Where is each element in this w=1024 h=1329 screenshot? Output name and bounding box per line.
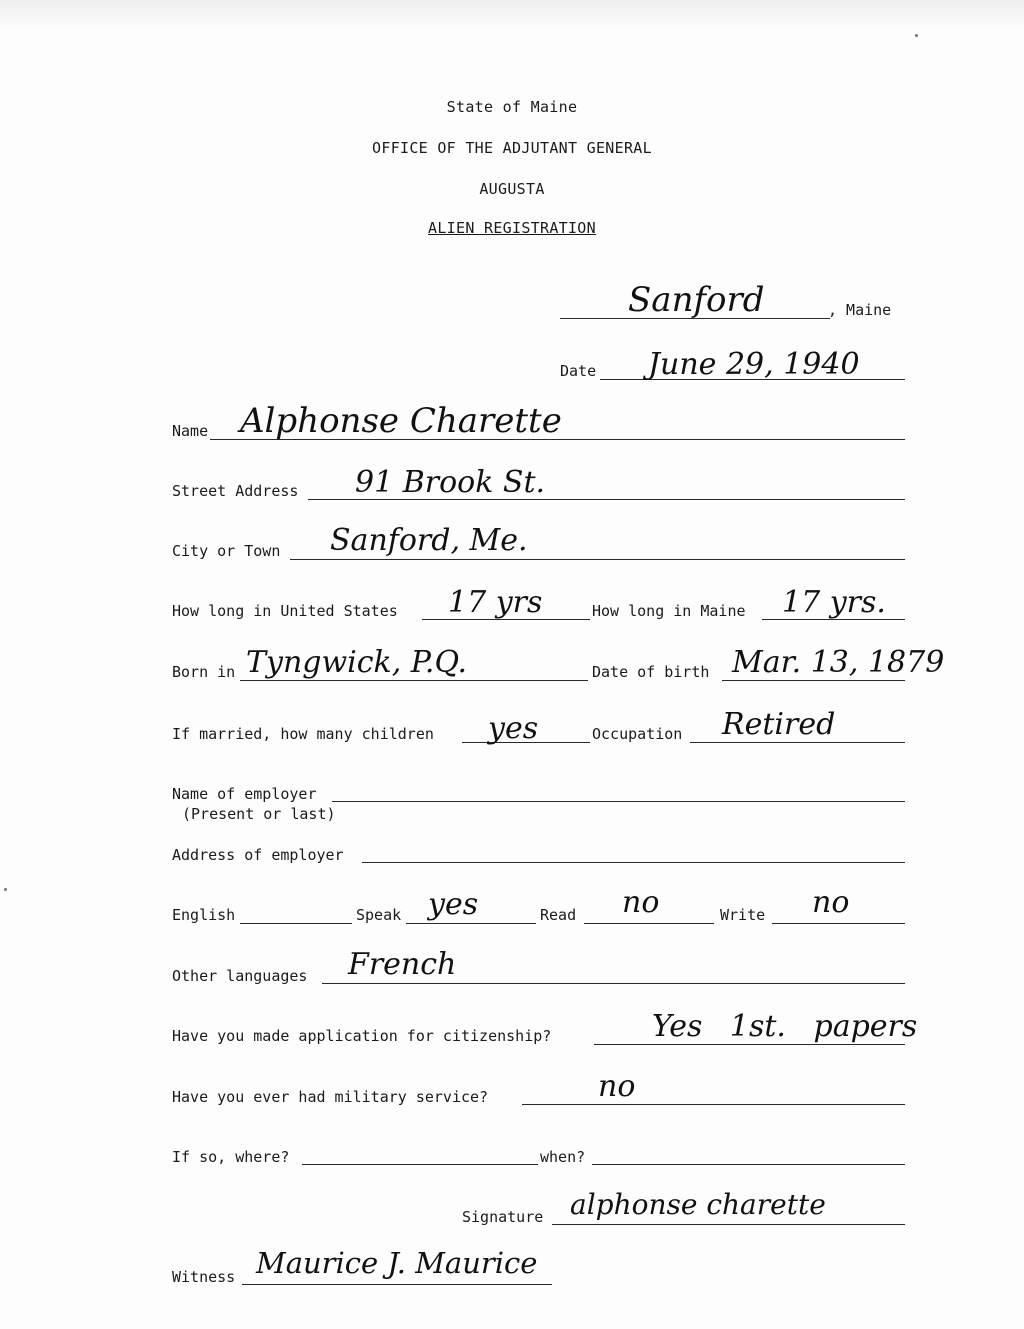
english-label: English	[172, 906, 236, 924]
header-city: AUGUSTA	[479, 180, 545, 198]
witness-line	[242, 1284, 552, 1285]
dob-value: Mar. 13, 1879	[732, 645, 945, 680]
english-line	[240, 923, 352, 924]
header-office: OFFICE OF THE ADJUTANT GENERAL	[372, 139, 652, 157]
date-value: June 29, 1940	[648, 347, 860, 382]
witness-value: Maurice J. Maurice	[256, 1246, 538, 1280]
signature-label: Signature	[462, 1208, 544, 1226]
place-suffix: , Maine	[828, 301, 892, 319]
scan-speck	[4, 888, 7, 891]
where-line	[302, 1164, 538, 1165]
speak-line	[406, 923, 536, 924]
born-in-value: Tyngwick, P.Q.	[246, 645, 468, 680]
employer-sublabel: (Present or last)	[182, 805, 336, 823]
born-in-label: Born in	[172, 663, 236, 681]
write-label: Write	[720, 906, 766, 924]
employer-address-line	[362, 862, 905, 863]
city-value: Sanford, Me.	[330, 523, 528, 558]
children-label: If married, how many children	[172, 725, 434, 743]
read-label: Read	[540, 906, 577, 924]
street-value: 91 Brook St.	[355, 465, 546, 500]
other-languages-line	[322, 983, 905, 984]
dob-label: Date of birth	[592, 663, 710, 681]
where-label: If so, where?	[172, 1148, 290, 1166]
occupation-label: Occupation	[592, 725, 683, 743]
name-label: Name	[172, 422, 209, 440]
write-value: no	[812, 885, 850, 920]
speak-value: yes	[428, 887, 479, 922]
military-line	[522, 1104, 905, 1105]
city-label: City or Town	[172, 542, 281, 560]
date-label: Date	[560, 362, 597, 380]
military-value: no	[598, 1069, 636, 1104]
dob-line	[722, 680, 905, 681]
form-title-text: ALIEN REGISTRATION	[428, 219, 596, 237]
employer-address-label: Address of employer	[172, 846, 344, 864]
born-in-line	[240, 680, 588, 681]
children-value: yes	[488, 711, 539, 746]
citizenship-line	[594, 1044, 905, 1045]
citizenship-label: Have you made application for citizenship?	[172, 1027, 552, 1045]
other-languages-label: Other languages	[172, 967, 308, 985]
occupation-line	[690, 742, 905, 743]
witness-label: Witness	[172, 1268, 236, 1286]
citizenship-value: Yes 1st. papers	[652, 1009, 918, 1044]
maine-years-value: 17 yrs.	[782, 585, 886, 620]
us-years-value: 17 yrs	[448, 585, 543, 620]
employer-line	[332, 801, 905, 802]
scan-speck	[915, 34, 918, 37]
scan-edge-noise	[0, 0, 1024, 30]
signature-value: alphonse charette	[570, 1188, 826, 1221]
place-value: Sanford	[628, 280, 765, 320]
signature-line	[552, 1224, 905, 1225]
read-value: no	[622, 885, 660, 920]
occupation-value: Retired	[722, 707, 836, 742]
write-line	[772, 923, 905, 924]
read-line	[584, 923, 714, 924]
street-label: Street Address	[172, 482, 299, 500]
maine-years-label: How long in Maine	[592, 602, 746, 620]
when-label: when?	[540, 1148, 586, 1166]
speak-label: Speak	[356, 906, 402, 924]
city-line	[290, 559, 905, 560]
employer-label: Name of employer	[172, 785, 317, 803]
form-title	[0, 219, 1024, 237]
when-line	[592, 1164, 905, 1165]
military-label: Have you ever had military service?	[172, 1088, 489, 1106]
us-years-label: How long in United States	[172, 602, 398, 620]
name-value: Alphonse Charette	[240, 401, 562, 441]
other-languages-value: French	[348, 947, 457, 982]
header-state: State of Maine	[446, 98, 578, 116]
